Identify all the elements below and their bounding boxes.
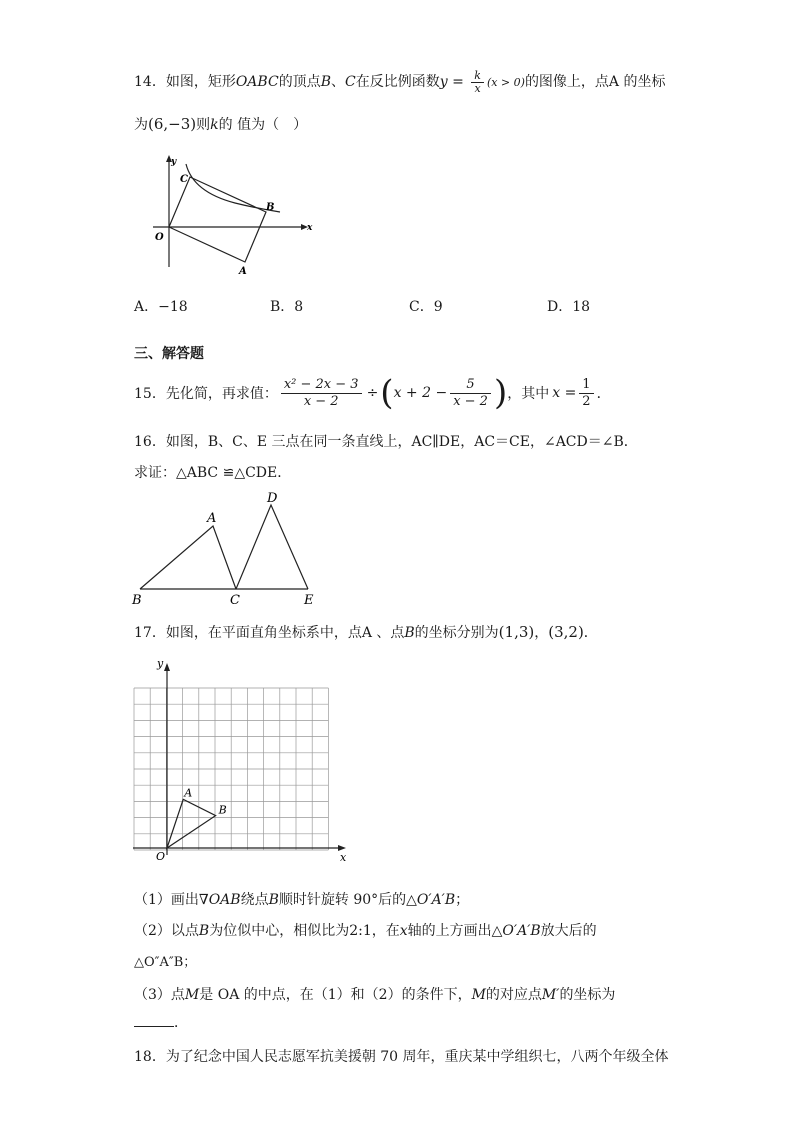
label-e: E <box>304 593 314 608</box>
label-b: B <box>266 202 275 213</box>
q17-part2-line2: △O″A″B； <box>134 955 197 970</box>
label-c: C <box>230 593 240 608</box>
q16-line1: 16．如图，B、C、E 三点在同一条直线上，AC∥DE，AC＝CE，∠ACD＝∠B． <box>134 434 638 450</box>
rectangle-oabc <box>169 177 266 262</box>
section-heading: 三、解答题 <box>134 346 204 362</box>
label-x: x <box>307 223 313 233</box>
triangle-cde <box>236 505 308 589</box>
q14-figure <box>145 152 320 277</box>
q17-part1: （1）画出∇OAB绕点B顺时针旋转 90°后的△O′A′B； <box>134 892 470 908</box>
q16-line2: 求证：△ABC ≌△CDE． <box>134 465 292 481</box>
q14-func-fraction: $\frac{k}{x}$ <box>471 70 484 95</box>
q14-line1: 14．如图，矩形OABC的顶点B、C在反比例函数y = $\frac{k}{x}$ (x > 0)的图像上，点A 的坐标 <box>134 69 666 95</box>
q14-choice-a[interactable]: A．−18 <box>134 299 188 315</box>
q15-main-fraction: $\frac{\text{x² − 2x − 3}}{x - 2}$ <box>281 377 362 410</box>
q17-part3: （3）点M是 OA 的中点，在（1）和（2）的条件下，M的对应点M′的坐标为 <box>134 987 616 1003</box>
label-y: y <box>171 157 177 167</box>
q14-choice-d[interactable]: D．18 <box>547 299 591 315</box>
label-c: C <box>180 174 188 185</box>
q17-part2: （2）以点B为位似中心，相似比为2:1，在x轴的上方画出△O′A′B放大后的 <box>134 923 597 939</box>
label-b: B <box>218 803 227 817</box>
q14-choice-c[interactable]: C．9 <box>409 299 443 315</box>
label-b: B <box>132 593 142 608</box>
q17-answer-blank[interactable]: ． <box>134 1012 188 1032</box>
label-y: y <box>157 657 164 670</box>
q17-grid-figure <box>128 655 353 865</box>
point-a-coord: (6,−3) <box>148 115 197 133</box>
rect-name: OABC <box>235 74 279 90</box>
q18-line1: 18．为了纪念中国人民志愿军抗美援朝 70 周年，重庆某中学组织七，八两个年级全体 <box>134 1049 669 1065</box>
q17-line1: 17．如图，在平面直角坐标系中，点A 、点B的坐标分别为(1,3)，(3,2)． <box>134 623 598 641</box>
label-a: A <box>239 266 247 277</box>
q16-figure <box>128 488 328 610</box>
right-paren: ) <box>493 373 508 413</box>
q15-inner-fraction: $\frac{5}{x - 2}$ <box>450 377 491 410</box>
label-o: O <box>155 232 164 243</box>
label-x: x <box>340 851 347 864</box>
q14-choice-b[interactable]: B．8 <box>270 299 304 315</box>
left-paren: ( <box>380 373 394 413</box>
q15-line: 15． 先化简，再求值： $\frac{\text{x² − 2x − 3}}{x - 2}$ ÷ ( x + 2 − $\frac{5}{x - 2}$ ) ，其中 x = $\frac{1}{2}$ ． <box>134 373 611 413</box>
label-o: O <box>156 850 166 863</box>
triangle-abc <box>140 526 236 589</box>
y-arrow <box>164 663 170 671</box>
label-a: A <box>184 786 193 800</box>
triangle-oab <box>167 799 216 848</box>
grid <box>134 688 328 850</box>
q14-line2: 为(6,−3)则k的 值为（ ） <box>134 115 308 133</box>
q15-half: $\frac{1}{2}$ <box>579 377 593 410</box>
q14-number: 14． <box>134 74 166 90</box>
label-d: D <box>267 491 278 506</box>
answer-blank-line[interactable] <box>134 1014 174 1027</box>
label-a: A <box>207 511 217 526</box>
